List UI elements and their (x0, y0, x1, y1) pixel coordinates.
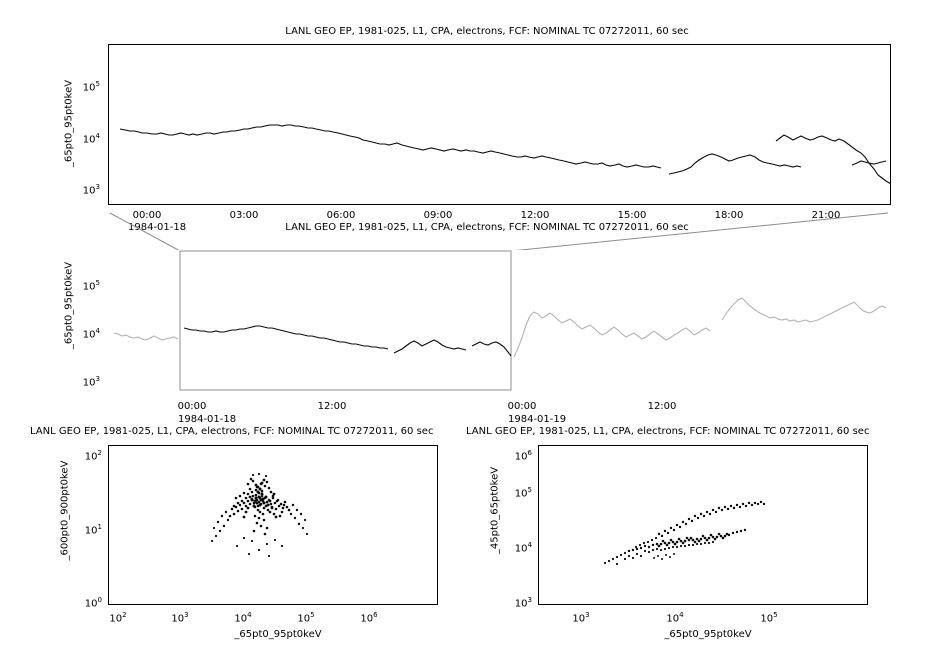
middle-grey-segment-right-2 (722, 298, 886, 322)
top-series-segment-2 (669, 154, 801, 174)
top-xtick-2100: 21:00 (811, 210, 841, 221)
middle-black-segment-2 (394, 340, 466, 353)
middle-xtick-0000-a: 00:00 (177, 401, 207, 412)
top-y-axis-label: _65pt0_95pt0keV (63, 79, 75, 168)
top-xtick-1800: 18:00 (714, 210, 744, 221)
bottom-left-plot-area (108, 445, 438, 605)
middle-grey-segment-right-1 (514, 312, 710, 357)
bottom-left-scatter-canvas (109, 446, 437, 604)
middle-ytick-1e5: $10^5$ (82, 279, 100, 293)
top-plot-area (108, 44, 891, 205)
bottom-left-ytick-1e2: $10^2$ (84, 449, 102, 463)
middle-grey-segment-left (114, 333, 178, 340)
middle-date-caption-1: 1984-01-18 (178, 414, 237, 425)
bottom-right-y-axis-label: _45pt0_65pt0keV (489, 466, 501, 555)
top-xtick-1200: 12:00 (520, 210, 550, 221)
bottom-left-plot-title: LANL GEO EP, 1981-025, L1, CPA, electrons, FCF: NOMINAL TC 07272011, 60 sec (30, 426, 434, 437)
bottom-right-plot-area (538, 445, 868, 605)
bottom-left-xtick-1e2: $10^2$ (109, 611, 127, 625)
bottom-right-xtick-1e3: $10^3$ (572, 611, 590, 625)
middle-plot-area (108, 250, 891, 396)
middle-series-canvas (108, 250, 891, 396)
bottom-right-xtick-1e5: $10^5$ (760, 611, 778, 625)
middle-black-segment-1 (184, 326, 388, 349)
top-xtick-0600: 06:00 (326, 210, 356, 221)
middle-plot-title: LANL GEO EP, 1981-025, L1, CPA, electrons, FCF: NOMINAL TC 07272011, 60 sec (285, 222, 689, 233)
middle-date-caption-2: 1984-01-19 (508, 414, 567, 425)
middle-black-segment-3 (472, 342, 511, 356)
bottom-right-ytick-1e5: $10^5$ (514, 486, 532, 500)
bottom-left-ytick-1e0: $10^0$ (84, 596, 102, 610)
middle-xtick-0000-b: 00:00 (507, 401, 537, 412)
bottom-right-scatter-canvas (539, 446, 867, 604)
middle-ytick-1e3: $10^3$ (82, 375, 100, 389)
top-series-segment-1 (120, 125, 661, 168)
top-xtick-0300: 03:00 (229, 210, 259, 221)
top-xtick-0000: 00:00 (132, 210, 162, 221)
bottom-left-x-axis-label: _65pt0_95pt0keV (234, 629, 322, 640)
bottom-left-xtick-1e6: $10^6$ (360, 611, 378, 625)
bottom-right-plot-title: LANL GEO EP, 1981-025, L1, CPA, electrons, FCF: NOMINAL TC 07272011, 60 sec (466, 426, 870, 437)
bottom-right-x-axis-label: _65pt0_95pt0keV (664, 629, 752, 640)
top-xtick-0900: 09:00 (423, 210, 453, 221)
top-xtick-1500: 15:00 (617, 210, 647, 221)
middle-y-axis-label: _65pt0_95pt0keV (63, 261, 75, 350)
top-ytick-1e5: $10^5$ (82, 80, 100, 94)
top-plot-title: LANL GEO EP, 1981-025, L1, CPA, electrons, FCF: NOMINAL TC 07272011, 60 sec (285, 26, 689, 37)
bottom-left-xtick-1e4: $10^4$ (234, 611, 252, 625)
bottom-left-ytick-1e1: $10^1$ (84, 523, 102, 537)
bottom-left-y-axis-label: _600pt0_900pt0keV (59, 460, 71, 561)
top-ytick-1e3: $10^3$ (82, 183, 100, 197)
top-date-caption: 1984-01-18 (128, 222, 187, 233)
middle-ytick-1e4: $10^4$ (82, 327, 100, 341)
top-series-canvas (109, 45, 890, 204)
middle-xtick-1200-b: 12:00 (647, 401, 677, 412)
bottom-left-point-cluster (211, 473, 308, 557)
bottom-right-xtick-1e4: $10^4$ (666, 611, 684, 625)
bottom-left-xtick-1e3: $10^3$ (171, 611, 189, 625)
bottom-right-ytick-1e6: $10^6$ (514, 449, 532, 463)
bottom-right-ytick-1e4: $10^4$ (514, 541, 532, 555)
top-ytick-1e4: $10^4$ (82, 132, 100, 146)
bottom-right-ytick-1e3: $10^3$ (514, 596, 532, 610)
top-series-segment-4 (776, 135, 890, 184)
zoom-box (180, 251, 511, 390)
bottom-left-xtick-1e5: $10^5$ (297, 611, 315, 625)
bottom-right-point-cluster (604, 501, 765, 565)
middle-xtick-1200-a: 12:00 (317, 401, 347, 412)
